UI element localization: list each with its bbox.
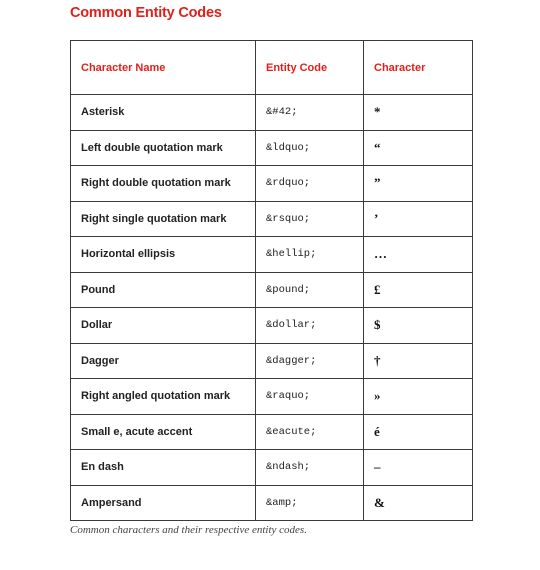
table-row — [71, 130, 473, 166]
character-name-cell: Dollar — [71, 308, 256, 344]
entity-code-cell: &hellip; — [256, 237, 364, 273]
entity-code-cell: &rdquo; — [256, 166, 364, 202]
character-cell: & — [364, 485, 473, 521]
character-name-cell: Right single quotation mark — [71, 201, 256, 237]
table-row — [71, 379, 473, 415]
entity-code-cell: &dollar; — [256, 308, 364, 344]
entity-code-cell: &pound; — [256, 272, 364, 308]
character-name-cell: Asterisk — [71, 95, 256, 131]
character-name-cell: Small e, acute accent — [71, 414, 256, 450]
entity-code-cell: &eacute; — [256, 414, 364, 450]
entity-code-cell: &dagger; — [256, 343, 364, 379]
table-row — [71, 308, 473, 344]
entity-code-cell: &raquo; — [256, 379, 364, 415]
character-cell: – — [364, 450, 473, 486]
table-row — [71, 201, 473, 237]
entity-codes-table — [70, 40, 473, 521]
character-cell: é — [364, 414, 473, 450]
character-cell: » — [364, 379, 473, 415]
page-title: Common Entity Codes — [70, 5, 222, 21]
header-character: Character — [364, 41, 473, 95]
table-row — [71, 485, 473, 521]
table-header-row — [71, 41, 473, 95]
entity-code-cell: &#42; — [256, 95, 364, 131]
character-cell: $ — [364, 308, 473, 344]
character-name-cell: Right angled quotation mark — [71, 379, 256, 415]
character-name-cell: Ampersand — [71, 485, 256, 521]
character-cell: ” — [364, 166, 473, 202]
character-cell: * — [364, 95, 473, 131]
entity-code-cell: &rsquo; — [256, 201, 364, 237]
table-row — [71, 450, 473, 486]
table-caption: Common characters and their respective entity codes. — [70, 524, 307, 536]
character-cell: £ — [364, 272, 473, 308]
character-cell: “ — [364, 130, 473, 166]
character-name-cell: Horizontal ellipsis — [71, 237, 256, 273]
character-cell: … — [364, 237, 473, 273]
table-row — [71, 343, 473, 379]
entity-code-cell: &ndash; — [256, 450, 364, 486]
character-name-cell: Pound — [71, 272, 256, 308]
header-entity-code: Entity Code — [256, 41, 364, 95]
entity-code-cell: &ldquo; — [256, 130, 364, 166]
entity-code-cell: &amp; — [256, 485, 364, 521]
character-name-cell: Right double quotation mark — [71, 166, 256, 202]
character-name-cell: En dash — [71, 450, 256, 486]
character-name-cell: Left double quotation mark — [71, 130, 256, 166]
character-name-cell: Dagger — [71, 343, 256, 379]
header-character-name: Character Name — [71, 41, 256, 95]
table-row — [71, 414, 473, 450]
table-row — [71, 166, 473, 202]
character-cell: ’ — [364, 201, 473, 237]
table-row — [71, 272, 473, 308]
table-row — [71, 237, 473, 273]
character-cell: † — [364, 343, 473, 379]
table-row — [71, 95, 473, 131]
